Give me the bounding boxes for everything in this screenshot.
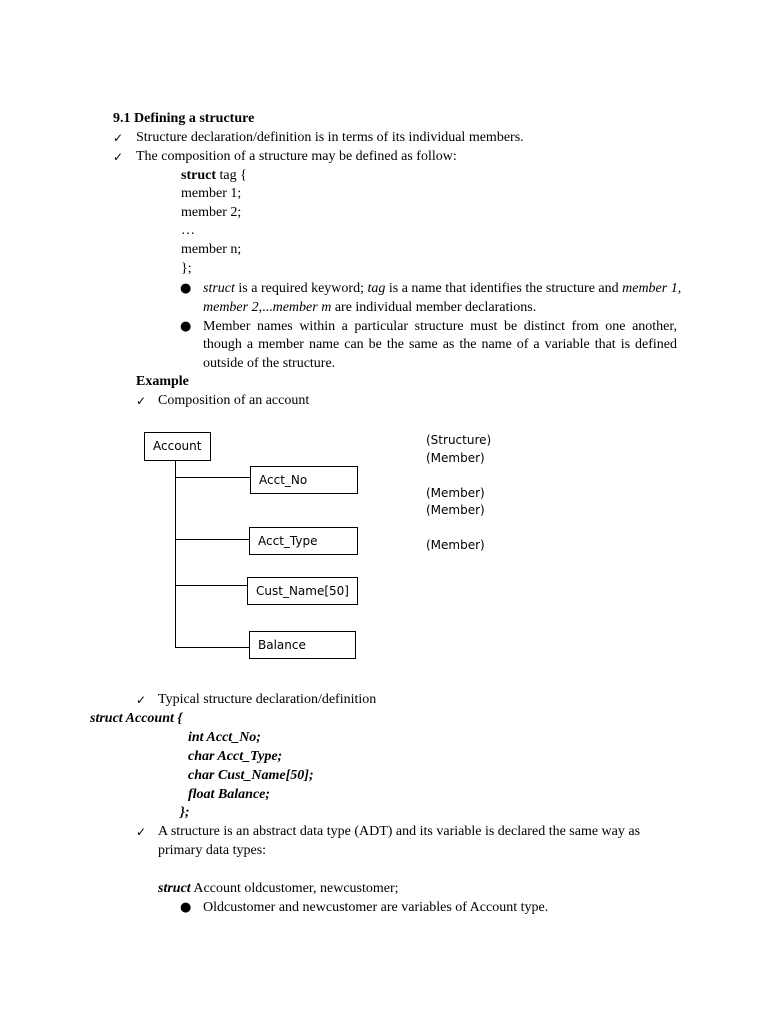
example-bullet: Composition of an account bbox=[158, 393, 310, 408]
note-memberm: member m bbox=[272, 300, 332, 315]
adt-line-1: A structure is an abstract data type (ADT) and its variable is declared the same way as bbox=[158, 824, 641, 839]
diagram-branch-line bbox=[175, 477, 250, 478]
syntax-ellipsis: … bbox=[181, 223, 195, 238]
syntax-member-n: member n; bbox=[181, 242, 242, 257]
code-line-cust-name: char Cust_Name[50]; bbox=[188, 768, 314, 783]
member-box-cust-name: Cust_Name[50] bbox=[247, 577, 358, 605]
bullet-dot-icon: ● bbox=[180, 319, 192, 334]
label-member: (Member) bbox=[426, 538, 485, 552]
code-open: struct Account { bbox=[90, 711, 183, 726]
note-distinct-line-2: though a member name can be the same as the name of a variable that is defined bbox=[203, 337, 677, 352]
account-box: Account bbox=[144, 432, 211, 461]
note-member1: member 1 bbox=[622, 281, 678, 296]
note-text: , bbox=[677, 281, 682, 296]
section-title: 9.1 Defining a structure bbox=[113, 111, 255, 126]
note-keyword-line-2 bbox=[203, 299, 536, 317]
bullet-dot-icon: ● bbox=[180, 900, 192, 915]
syntax-member-1: member 1; bbox=[181, 186, 242, 201]
adt-line-2: primary data types: bbox=[158, 843, 267, 858]
checkmark-icon: ✓ bbox=[136, 825, 147, 839]
note-distinct-line-1: Member names within a particular structure must be distinct from one another, bbox=[203, 319, 677, 334]
code-line-balance: float Balance; bbox=[188, 787, 271, 802]
label-member: (Member) bbox=[426, 451, 485, 465]
checkmark-icon: ✓ bbox=[113, 131, 124, 145]
note-keyword-line-1 bbox=[203, 280, 682, 298]
example-heading: Example bbox=[136, 374, 189, 389]
note-distinct-line-3: outside of the structure. bbox=[203, 356, 336, 371]
member-box-balance: Balance bbox=[249, 631, 356, 659]
bullet-declaration: Structure declaration/definition is in terms of its individual members. bbox=[136, 130, 524, 145]
member-box-acct-no: Acct_No bbox=[250, 466, 358, 494]
diagram-branch-line bbox=[175, 647, 250, 648]
struct-keyword: struct bbox=[181, 168, 216, 183]
decl-keyword: struct bbox=[158, 881, 191, 896]
note-text: is a required keyword; bbox=[234, 281, 368, 296]
note-text: ,... bbox=[258, 300, 273, 315]
syntax-close: }; bbox=[181, 261, 192, 276]
label-structure: (Structure) bbox=[426, 433, 492, 447]
diagram-branch-line bbox=[175, 585, 248, 586]
checkmark-icon: ✓ bbox=[136, 394, 147, 408]
code-line-acct-type: char Acct_Type; bbox=[188, 749, 283, 764]
syntax-open bbox=[181, 167, 247, 185]
declaration-line bbox=[158, 880, 399, 898]
label-member: (Member) bbox=[426, 503, 485, 517]
code-line-acct-no: int Acct_No; bbox=[188, 730, 261, 745]
label-member: (Member) bbox=[426, 486, 485, 500]
checkmark-icon: ✓ bbox=[136, 693, 147, 707]
note-struct: struct bbox=[203, 281, 235, 296]
member-box-acct-type: Acct_Type bbox=[249, 527, 358, 555]
bullet-dot-icon: ● bbox=[180, 281, 192, 296]
checkmark-icon: ✓ bbox=[113, 150, 124, 164]
syntax-tag: tag { bbox=[216, 168, 247, 183]
syntax-member-2: member 2; bbox=[181, 205, 242, 220]
diagram-trunk-line bbox=[175, 461, 176, 648]
note-text: is a name that identifies the structure and bbox=[385, 281, 623, 296]
note-member2: member 2 bbox=[203, 300, 259, 315]
diagram-branch-line bbox=[175, 539, 250, 540]
last-bullet: Oldcustomer and newcustomer are variables of Account type. bbox=[203, 900, 549, 915]
bullet-composition: The composition of a structure may be defined as follow: bbox=[136, 149, 457, 164]
decl-rest: Account oldcustomer, newcustomer; bbox=[190, 881, 399, 896]
note-text: are individual member declarations. bbox=[331, 300, 537, 315]
typical-bullet: Typical structure declaration/definition bbox=[158, 692, 377, 707]
code-close: }; bbox=[180, 805, 190, 820]
note-tag: tag bbox=[367, 281, 386, 296]
